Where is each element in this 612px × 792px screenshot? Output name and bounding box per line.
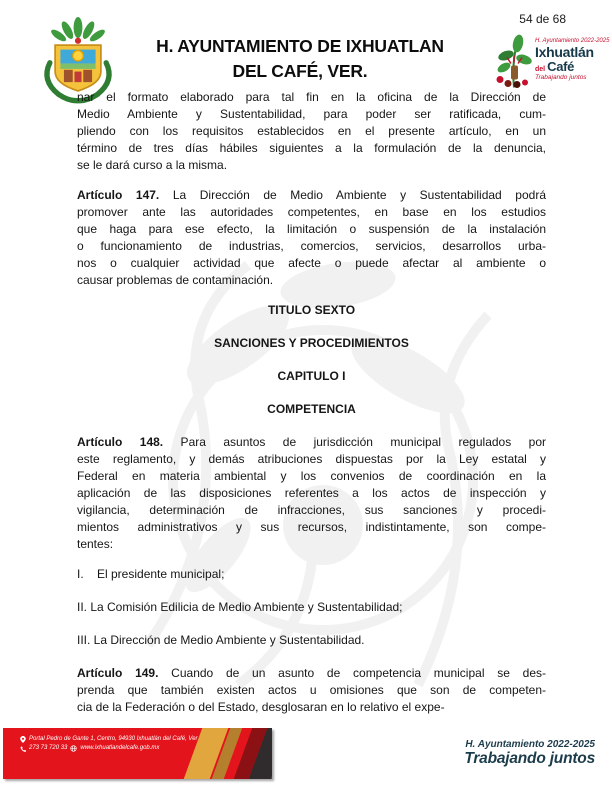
section-heading: TITULO SEXTO <box>267 303 356 317</box>
paragraph <box>77 89 546 174</box>
document-body <box>77 89 546 729</box>
section-heading: CAPITULO I <box>277 369 346 383</box>
paragraph <box>77 434 546 553</box>
text-line: Artículo 148. Para asuntos de jurisdicción municipal regulados por <box>77 435 546 449</box>
text-line: causar problemas de contaminación. <box>77 273 274 287</box>
title-line1: H. AYUNTAMIENTO DE IXHUATLAN <box>156 36 444 56</box>
text-line: aplicación de las disposiciones referentes a los actos de inspección y <box>77 486 546 500</box>
footer-administration: H. Ayuntamiento 2022-2025 <box>465 739 595 750</box>
footer-contact-banner <box>3 728 272 779</box>
brand-text <box>535 38 610 82</box>
coffee-plant-icon <box>494 32 534 94</box>
text-line: Federal en materia ambiental y los convenios de coordinación en la <box>77 469 546 483</box>
title-line2: DEL CAFÉ, VER. <box>232 61 368 81</box>
text-line: nar el formato elaborado para tal fin en la oficina de la Dirección de <box>77 90 546 104</box>
text-line: este reglamento, y demás atribuciones dispuestas por la Ley estatal y <box>77 452 546 466</box>
footer-address: Portal Pedro de Gante 1, Centro, 94930 Ixhuatlán del Café, Ver <box>29 736 198 742</box>
contact-info <box>20 735 198 753</box>
list-item: I. El presidente municipal; <box>77 567 225 581</box>
footer-website: www.ixhuatlandelcafe.gob.mx <box>80 745 160 751</box>
section-heading: COMPETENCIA <box>267 402 356 416</box>
text-line: se le dará curso a la misma. <box>77 158 228 172</box>
text-line: término de tres días hábiles siguientes a la formulación de la denuncia, <box>77 141 546 155</box>
section-heading: SANCIONES Y PROCEDIMIENTOS <box>214 336 409 350</box>
text-line: tentes: <box>77 537 114 551</box>
page-number: 54 de 68 <box>519 12 566 26</box>
text-line: Artículo 149. Cuando de un asunto de competencia municipal se des- <box>77 666 546 680</box>
text-line: cia de la Federación o del Estado, desglosaran en lo relativo el expe- <box>77 700 445 714</box>
brand-name: Ixhuatlán <box>535 44 594 60</box>
footer-slogan: Trabajando juntos <box>464 749 595 767</box>
phone-icon <box>20 746 26 752</box>
paragraph <box>77 665 546 716</box>
text-line: Medio Ambiente y Sustentabilidad, para poder ser ratificada, cum- <box>77 107 546 121</box>
paragraph <box>77 187 546 289</box>
text-line: Artículo 147. La Dirección de Medio Ambiente y Sustentabilidad podrá <box>77 188 546 202</box>
globe-icon <box>70 745 77 752</box>
brand-del: del <box>535 66 546 73</box>
text-line: que haga para ese efecto, la limitación o suspensión de la instalación <box>77 222 546 236</box>
text-line: o funcionamiento de industrias, comercios, servicios, desarrollos urba- <box>77 239 546 253</box>
footer-motto-block <box>464 740 595 767</box>
location-pin-icon <box>20 736 26 743</box>
text-line: nos o cualquier actividad que afecte o puede afectar al ambiente o <box>77 256 546 270</box>
list-item: II. La Comisión Edilicia de Medio Ambiente y Sustentabilidad; <box>77 600 403 614</box>
footer-phone: 273 73 720 33 <box>29 745 68 751</box>
text-line: vigilancia, determinación de infracciones, sus sanciones y procedi- <box>77 503 546 517</box>
list-item: III. La Dirección de Medio Ambiente y Sustentabilidad. <box>77 633 365 647</box>
text-line: prenda que también existen actos u omisiones que son de competen- <box>77 683 546 697</box>
text-line: pliendo con los requisitos establecidos en el presente artículo, en un <box>77 124 546 138</box>
brand-tagline: Trabajando juntos <box>535 74 587 81</box>
page-title <box>130 34 470 84</box>
brand-logo <box>494 30 610 96</box>
brand-administration: H. Ayuntamiento 2022-2025 <box>535 38 610 44</box>
text-line: promover ante las autoridades competentes, en base en los estudios <box>77 205 546 219</box>
brand-cafe: Café <box>547 59 575 74</box>
text-line: mientos administrativos y sus recursos, indistintamente, son compe- <box>77 520 546 534</box>
